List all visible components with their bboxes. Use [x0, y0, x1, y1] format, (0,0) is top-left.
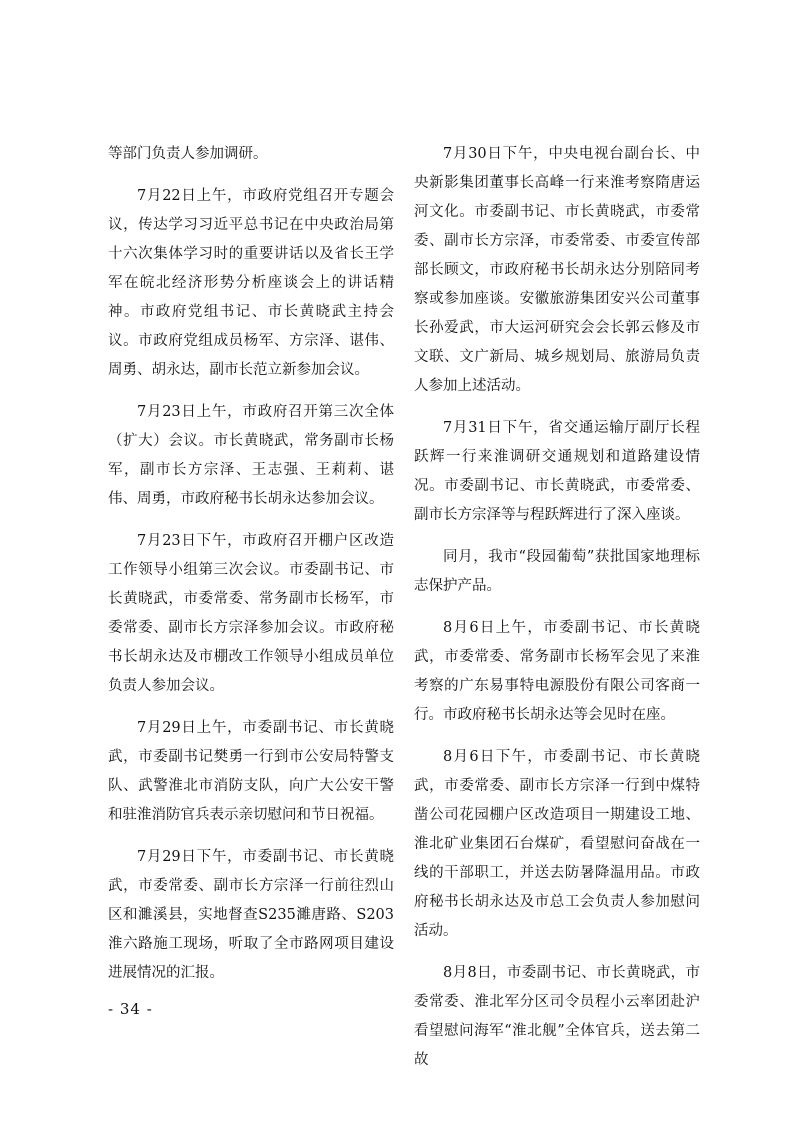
paragraph: 7月29日下午，市委副书记、市长黄晓武，市委常委、副市长方宗泽一行前往烈山区和濉溪县，实地督查S235濉唐路、S203淮六路施工现场，听取了全市路网项目建设进展情况的汇报。	[108, 849, 394, 981]
paragraph: 7月29日上午，市委副书记、市长黄晓武，市委副书记樊勇一行到市公安局特警支队、武警淮北市消防支队，向广大公安干警和驻淮消防官兵表示亲切慰问和节日祝福。	[108, 720, 394, 823]
paragraph: 8月6日下午，市委副书记、市长黄晓武，市委常委、副市长方宗泽一行到中煤特凿公司花园棚户区改造项目一期建设工地、淮北矿业集团石台煤矿，看望慰问奋战在一线的干部职工，并送去防暑降温用品。市政府秘书长胡永达及市总工会负责人参加慰问活动。	[414, 749, 700, 939]
paragraph: 8月8日，市委副书记、市长黄晓武，市委常委、淮北军分区司令员程小云率团赴沪看望慰问海军“淮北舰”全体官兵，送去第二故	[414, 965, 700, 1068]
page-number: - 34 -	[108, 1000, 153, 1018]
paragraph: 等部门负责人参加调研。	[108, 146, 268, 162]
paragraph: 8月6日上午，市委副书记、市长黄晓武，市委常委、常务副市长杨军会见了来淮考察的广东易事特电源股份有限公司客商一行。市政府秘书长胡永达等会见时在座。	[414, 620, 700, 723]
right-column	[414, 140, 700, 1088]
paragraph: 7月23日下午，市政府召开棚户区改造工作领导小组第三次会议。市委副书记、市长黄晓武，市委常委、常务副市长杨军，市委常委、副市长方宗泽参加会议。市政府秘书长胡永达及市棚改工作领导小组成员单位负责人参加会议。	[108, 533, 394, 694]
left-column	[108, 140, 394, 1001]
paragraph: 7月23日上午，市政府召开第三次全体（扩大）会议。市长黄晓武，常务副市长杨军，副市长方宗泽、王志强、王莉莉、谌伟、周勇，市政府秘书长胡永达参加会议。	[108, 404, 394, 507]
paragraph: 7月30日下午，中央电视台副台长、中央新影集团董事长高峰一行来淮考察隋唐运河文化。市委副书记、市长黄晓武，市委常委、副市长方宗泽，市委常委、市委宣传部部长顾文，市政府秘书长胡永达分别陪同考察或参加座谈。安徽旅游集团安兴公司董事长孙爱武，市大运河研究会会长郭云修及市文联、文广新局、城乡规划局、旅游局负责人参加上述活动。	[414, 146, 700, 394]
paragraph: 同月，我市“段园葡萄”获批国家地理标志保护产品。	[414, 549, 700, 594]
paragraph: 7月22日上午，市政府党组召开专题会议，传达学习习近平总书记在中央政治局第十六次集体学习时的重要讲话以及省长王学军在皖北经济形势分析座谈会上的讲话精神。市政府党组书记、市长黄晓武主持会议。市政府党组成员杨军、方宗泽、谌伟、周勇、胡永达，副市长范立新参加会议。	[108, 188, 394, 378]
paragraph: 7月31日下午，省交通运输厅副厅长程跃辉一行来淮调研交通规划和道路建设情况。市委副书记、市长黄晓武，市委常委、副市长方宗泽等与程跃辉进行了深入座谈。	[414, 420, 700, 523]
